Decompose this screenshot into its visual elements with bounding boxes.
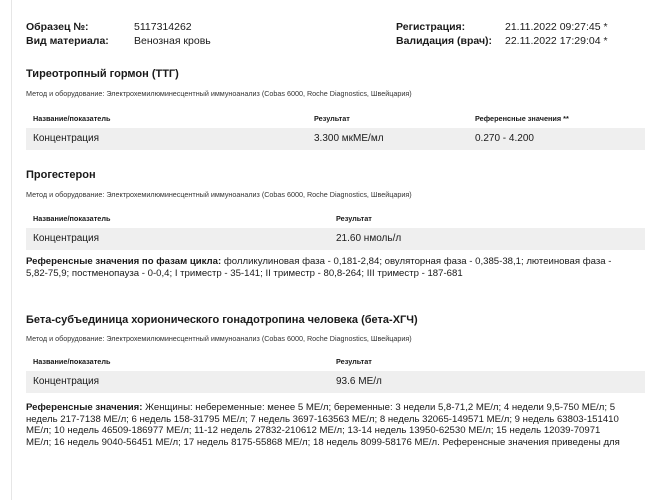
progesterone-reference-note	[26, 256, 646, 279]
registration-value: 21.11.2022 09:27:45 *	[505, 21, 608, 33]
tsh-table-header	[26, 107, 645, 129]
material-value: Венозная кровь	[134, 35, 211, 47]
hcg-table-header	[26, 350, 645, 372]
hcg-ref-line1: Женщины: небеременные: менее 5 МЕ/л; беременные: 3 недели 5,8-71,2 МЕ/л; 4 недели 9,5-750 МЕ/л; 5	[145, 402, 616, 413]
sample-value: 5117314262	[134, 21, 192, 33]
progesterone-method: Метод и оборудование: Электрохемилюминесцентный иммуноанализ (Cobas 6000, Roche Diagnostics, Швейцария)	[26, 190, 412, 199]
progesterone-row-name: Концентрация	[33, 233, 100, 244]
progesterone-col-result: Результат	[336, 214, 372, 223]
hcg-ref-label: Референсные значения:	[26, 402, 143, 413]
hcg-col-name: Название/показатель	[33, 357, 111, 366]
tsh-col-result: Результат	[314, 114, 350, 123]
tsh-title: Тиреотропный гормон (ТТГ)	[26, 68, 179, 80]
hcg-ref-line3: МЕ/л; 10 недель 46509-186977 МЕ/л; 11-12 недель 27832-210612 МЕ/л; 13-14 недель 13950-62530 МЕ/л; 15 недель 12039-70971	[26, 425, 601, 436]
hcg-ref-line2: недель 217-7138 МЕ/л; 6 недель 158-31795 МЕ/л; 7 недель 3697-163563 МЕ/л; 8 недель 32065-149571 МЕ/л; 9 недель 63803-151410	[26, 413, 619, 425]
progesterone-table-row	[26, 228, 645, 250]
validation-value: 22.11.2022 17:29:04 *	[505, 35, 608, 47]
material-label: Вид материала:	[26, 35, 109, 47]
tsh-method: Метод и оборудование: Электрохемилюминесцентный иммуноанализ (Cobas 6000, Roche Diagnostics, Швейцария)	[26, 89, 412, 98]
hcg-row-name: Концентрация	[33, 376, 100, 387]
validation-label: Валидация (врач):	[396, 35, 493, 47]
tsh-row-result: 3.300 мкМЕ/мл	[314, 133, 384, 144]
tsh-table-row	[26, 128, 645, 150]
hcg-table-row	[26, 371, 645, 393]
progesterone-title: Прогестерон	[26, 169, 96, 181]
hcg-row-result: 93.6 МЕ/л	[336, 376, 382, 387]
progesterone-table-header	[26, 207, 645, 229]
page-left-edge	[11, 0, 12, 500]
progesterone-ref-line1: фолликулиновая фаза - 0,181-2,84; овуляторная фаза - 0,385-38,1; лютеиновая фаза -	[223, 256, 612, 267]
hcg-col-result: Результат	[336, 357, 372, 366]
progesterone-ref-line2: 5,82-75,9; постменопауза - 0-0,4; I триместр - 35-141; II триместр - 80,8-264; III триместр - 187-681	[26, 267, 463, 279]
tsh-row-ref: 0.270 - 4.200	[475, 133, 534, 144]
tsh-col-name: Название/показатель	[33, 114, 111, 123]
registration-label: Регистрация:	[396, 21, 466, 33]
progesterone-ref-label: Референсные значения по фазам цикла:	[26, 256, 222, 267]
hcg-title: Бета-субъединица хорионического гонадотропина человека (бета-ХГЧ)	[26, 314, 418, 326]
hcg-reference-note	[26, 402, 646, 448]
hcg-ref-line4: МЕ/л; 16 недель 9040-56451 МЕ/л; 17 недель 8175-55868 МЕ/л; 18 недель 8099-58176 МЕ/л. Референсные значения приведены для	[26, 436, 620, 448]
tsh-col-ref: Референсные значения **	[475, 114, 569, 123]
progesterone-col-name: Название/показатель	[33, 214, 111, 223]
sample-label: Образец №:	[26, 21, 89, 33]
hcg-method: Метод и оборудование: Электрохемилюминесцентный иммуноанализ (Cobas 6000, Roche Diagnostics, Швейцария)	[26, 334, 412, 343]
tsh-row-name: Концентрация	[33, 133, 100, 144]
progesterone-row-result: 21.60 нмоль/л	[336, 233, 402, 244]
